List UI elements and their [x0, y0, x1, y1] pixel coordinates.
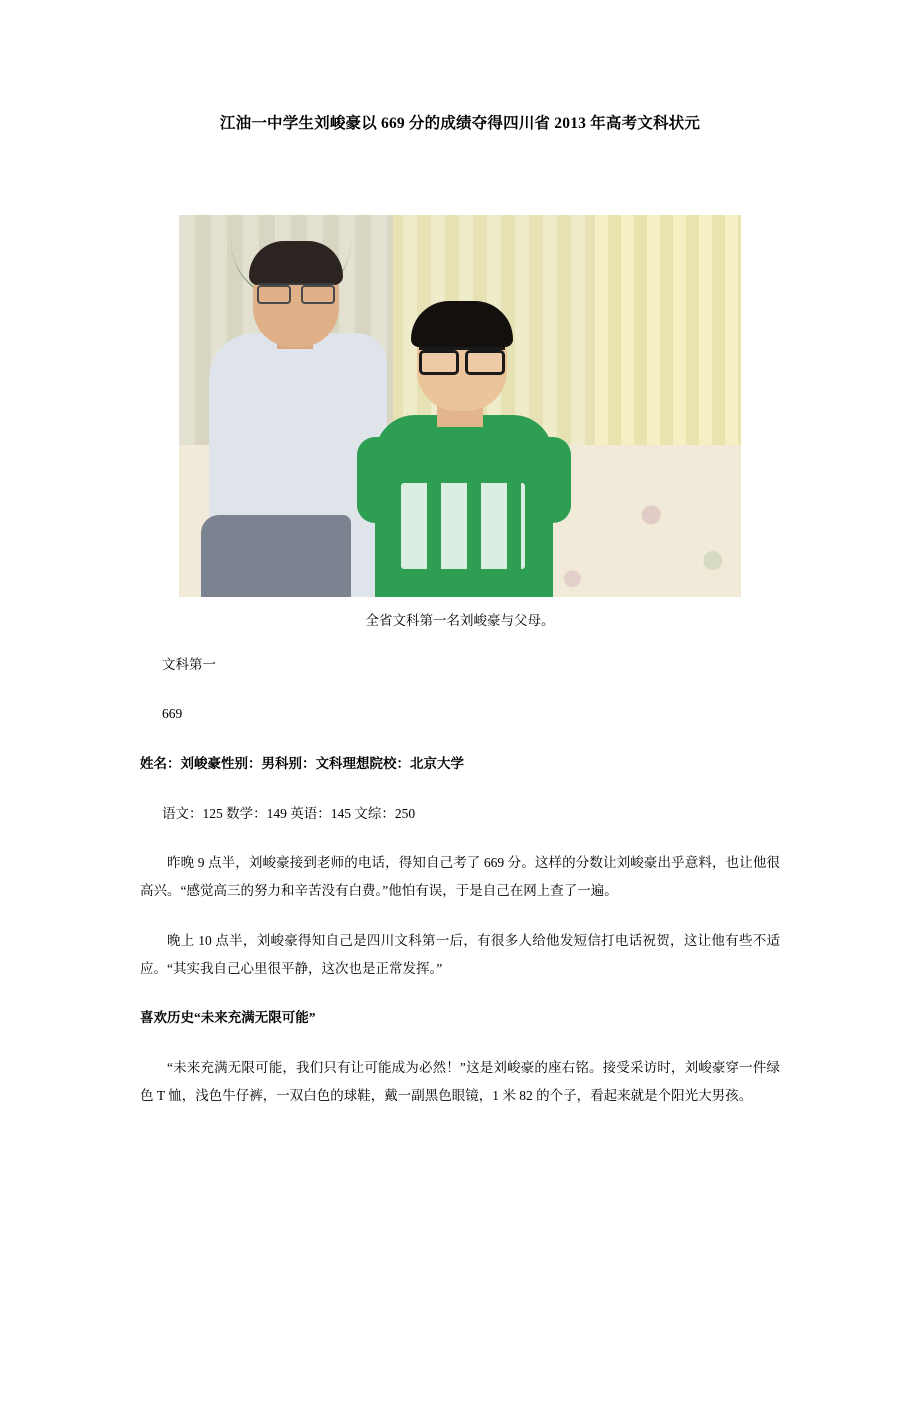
figure-caption: 全省文科第一名刘峻豪与父母。: [365, 612, 555, 628]
student-glasses: [419, 347, 505, 370]
rank-label: 文科第一: [162, 656, 216, 672]
document-page: [0, 112, 920, 1414]
profile-line: 姓名：刘峻豪性别：男科别：文科理想院校：北京大学: [140, 756, 464, 772]
student-hair: [411, 301, 513, 347]
section-heading: 喜欢历史“未来充满无限可能”: [140, 1010, 316, 1026]
page-title: 江油一中学生刘峻豪以 669 分的成绩夺得四川省 2013 年高考文科状元: [219, 115, 701, 132]
student-shirt-print: [401, 483, 525, 569]
body-paragraph-1: 昨晚 9 点半，刘峻豪接到老师的电话，得知自己考了 669 分。这样的分数让刘峻豪出乎意料，也让他很高兴。“感觉高三的努力和辛苦没有白费。”他怕有误，于是自己在网上查了一遍。: [140, 855, 780, 899]
subject-scores: 语文：125 数学：149 英语：145 文综：250: [162, 805, 416, 821]
figure: [140, 215, 780, 629]
section-paragraph: “未来充满无限可能，我们只有让可能成为必然！”这是刘峻豪的座右铭。接受采访时，刘峻豪穿一件绿色 T 恤，浅色牛仔裤，一双白色的球鞋，戴一副黑色眼镜，1 米 82 的个子，看起来就是个阳光大男孩。: [140, 1059, 780, 1103]
family-photo: [179, 215, 741, 597]
father-hair: [249, 241, 343, 285]
body-paragraph-2: 晚上 10 点半，刘峻豪得知自己是四川文科第一后，有很多人给他发短信打电话祝贺，这让他有些不适应。“其实我自己心里很平静，这次也是正常发挥。”: [140, 932, 780, 976]
total-score: 669: [162, 706, 183, 722]
father-glasses: [257, 283, 335, 301]
father-trousers: [201, 515, 351, 597]
